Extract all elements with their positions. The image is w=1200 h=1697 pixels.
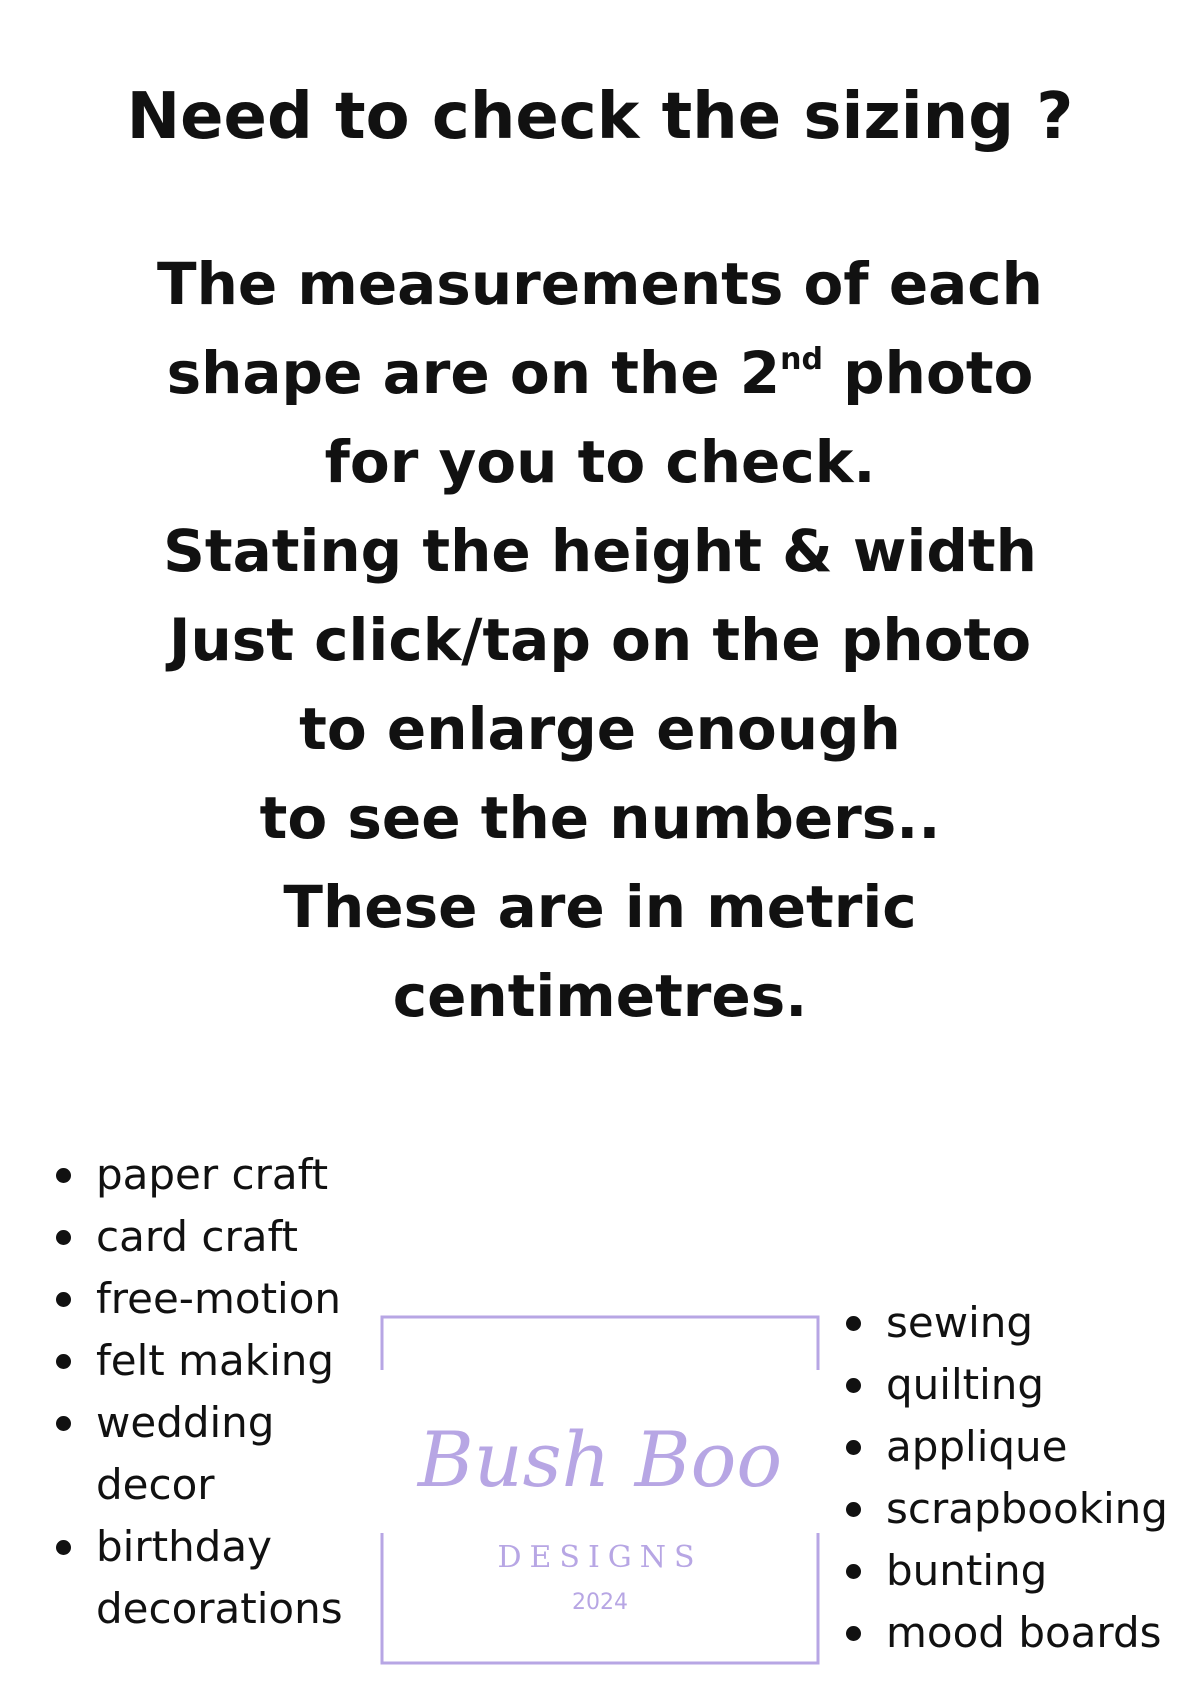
instructions-text xyxy=(100,240,1100,1041)
instructions-line-8: These are in metric xyxy=(283,873,917,941)
list-item: mood boards xyxy=(838,1602,1188,1664)
list-item: wedding decor xyxy=(48,1392,378,1516)
logo-script-text: Bush Boo xyxy=(417,1415,783,1504)
list-item: sewing xyxy=(838,1292,1188,1354)
logo-designs-text: DESIGNS xyxy=(497,1540,703,1575)
page-heading: Need to check the sizing ? xyxy=(126,80,1074,154)
instructions-line-7: to see the numbers.. xyxy=(259,784,941,852)
instructions-line-9: centimetres. xyxy=(392,962,808,1030)
craft-uses-list-right xyxy=(838,1292,1188,1664)
list-item: bunting xyxy=(838,1540,1188,1602)
list-item: felt making xyxy=(48,1330,378,1392)
list-item: free-motion xyxy=(48,1268,378,1330)
list-item: card craft xyxy=(48,1206,378,1268)
bush-boo-designs-logo xyxy=(380,1315,820,1665)
instructions-line-5: Just click/tap on the photo xyxy=(168,606,1032,674)
list-item: birthday decorations xyxy=(48,1516,378,1640)
instructions-line-1: The measurements of each xyxy=(157,250,1043,318)
instructions-line-4: Stating the height & width xyxy=(163,517,1037,585)
logo-year-text: 2024 xyxy=(572,1590,628,1615)
list-item: quilting xyxy=(838,1354,1188,1416)
list-item: applique xyxy=(838,1416,1188,1478)
instructions-line-2-end: photo xyxy=(822,339,1034,407)
instructions-line-6: to enlarge enough xyxy=(299,695,901,763)
instructions-line-2 xyxy=(100,329,1100,418)
instructions-line-3: for you to check. xyxy=(324,428,876,496)
list-item: scrapbooking xyxy=(838,1478,1188,1540)
ordinal-suffix: nd xyxy=(780,342,823,377)
list-item: paper craft xyxy=(48,1144,378,1206)
instructions-line-2-start: shape are on the 2 xyxy=(166,339,781,407)
craft-uses-list-left xyxy=(48,1144,378,1640)
